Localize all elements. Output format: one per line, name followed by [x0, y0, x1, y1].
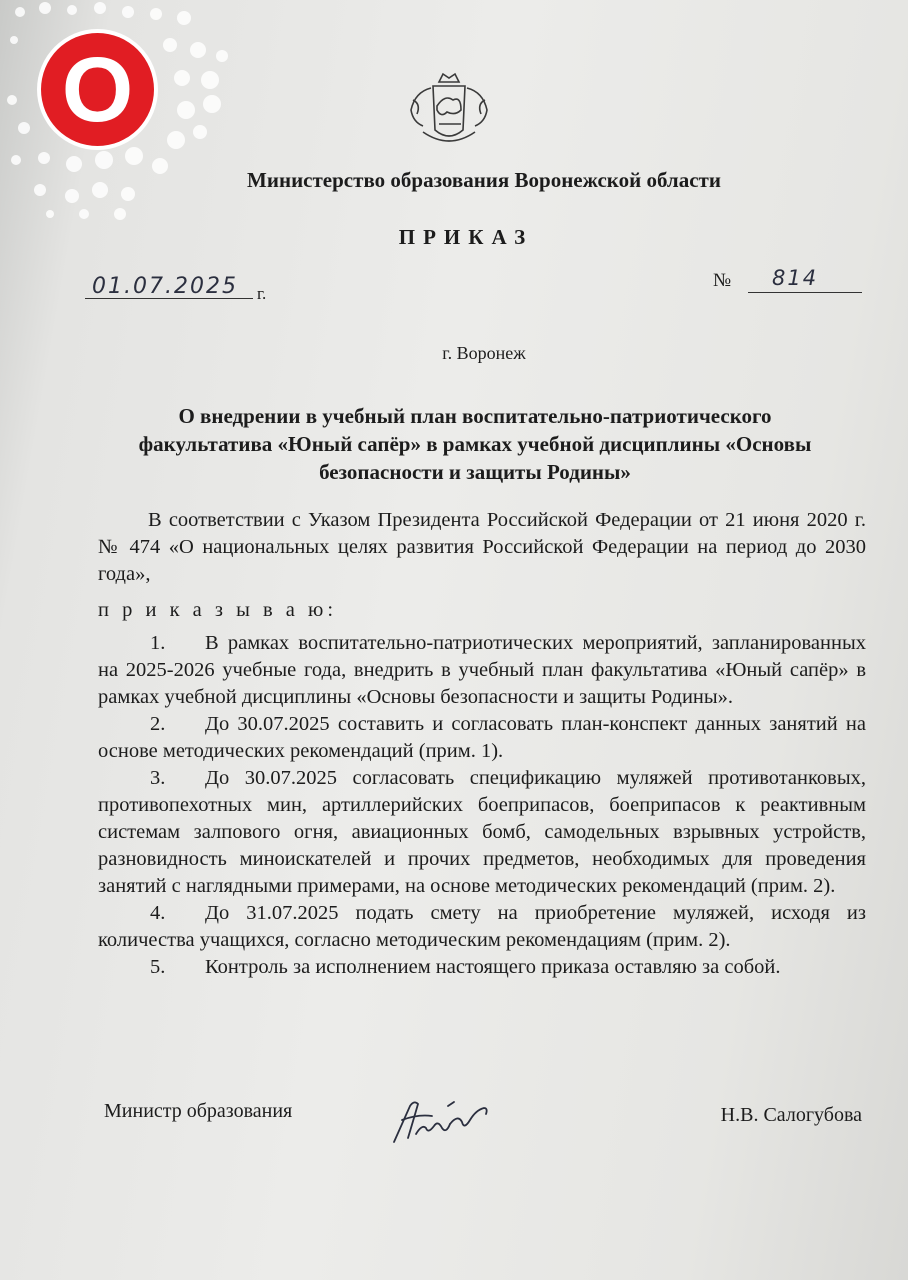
order-body	[98, 507, 866, 981]
ministry-name: Министерство образования Воронежской области	[247, 168, 721, 192]
order-number: 814	[772, 266, 819, 290]
item-number: 5.	[150, 956, 166, 978]
item-number: 3.	[150, 767, 166, 789]
list-item	[98, 711, 866, 765]
number-underline	[748, 292, 862, 293]
decree-word: п р и к а з ы в а ю:	[98, 599, 338, 621]
item-text: До 31.07.2025 подать смету на приобретение муляжей, исходя из количества учащихся, согласно методическим рекомендациям (прим. 2).	[98, 902, 866, 951]
item-text: До 30.07.2025 составить и согласовать план-конспект данных занятий на основе методических рекомендаций (прим. 1).	[98, 713, 866, 762]
logo-badge: О	[41, 33, 154, 146]
preamble: В соответствии с Указом Президента Российской Федерации от 21 июня 2020 г. № 474 «О национальных целях развития Российской Федерации на период до 2030 года»,	[98, 509, 866, 585]
item-number: 1.	[150, 632, 166, 654]
order-items	[98, 630, 866, 981]
item-text: До 30.07.2025 согласовать спецификацию муляжей противотанковых, противопехотных мин, артиллерийских боеприпасов, боеприпасов к реактивным системам залпового огня, авиационных бомб, самодельных взрывных устройств, разновидность миноискателей и прочих предметов, необходимых для проведения занятий с наглядными примерами, на основе методических рекомендаций (прим. 2).	[98, 767, 866, 897]
voronezh-coat-of-arms-icon	[403, 70, 495, 150]
list-item	[98, 900, 866, 954]
item-number: 4.	[150, 902, 166, 924]
signatory-name: Н.В. Салогубова	[720, 1104, 862, 1126]
date-underline	[85, 298, 253, 299]
signatory-role: Министр образования	[104, 1100, 293, 1122]
order-title: О внедрении в учебный план воспитательно-патриотического факультатива «Юный сапёр» в рамках учебной дисциплины «Основы безопасности и защиты Родины»	[138, 404, 812, 484]
list-item	[98, 630, 866, 711]
list-item	[98, 765, 866, 900]
number-sign: №	[713, 270, 732, 291]
item-text: Контроль за исполнением настоящего приказа оставляю за собой.	[205, 956, 781, 978]
document-type-heading: ПРИКАЗ	[398, 225, 534, 249]
item-number: 2.	[150, 713, 166, 735]
list-item	[98, 954, 866, 981]
city: г. Воронеж	[442, 343, 526, 363]
date-suffix: г.	[257, 284, 267, 303]
order-date: 01.07.2025	[92, 274, 238, 299]
handwritten-signature-icon	[388, 1094, 496, 1150]
item-text: В рамках воспитательно-патриотических мероприятий, запланированных на 2025-2026 учебные года, внедрить в учебный план факультатива «Юный сапёр» в рамках учебной дисциплины «Основы безопасности и защиты Родины».	[98, 632, 866, 708]
